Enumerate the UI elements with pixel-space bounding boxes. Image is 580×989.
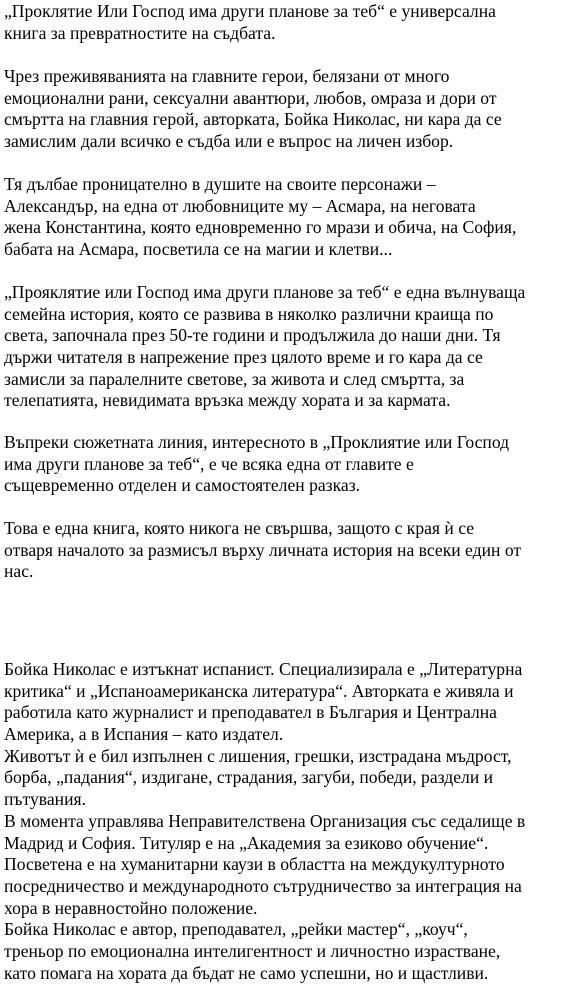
text-line: Александър, на една от любовниците му – Асмара, на неговата — [4, 195, 476, 216]
text-line: борба, „падания“, издигане, страдания, загуби, победи, раздели и — [4, 767, 494, 788]
text-line: посредничество и международното сътрудничество за интеграция на — [4, 875, 522, 896]
paragraph-intro — [4, 1, 496, 44]
text-line: телепатията, невидимата връзка между хората и за кармата. — [4, 390, 451, 411]
text-line: „Проклятие Или Господ има други планове за теб“ е универсална — [4, 1, 496, 21]
text-line: Чрез преживяванията на главните герои, белязани от много — [4, 66, 450, 86]
text-line: Бойка Николас е автор, преподавател, „рейки мастер“, „коуч“, — [4, 919, 468, 940]
text-line: смъртта на главния герой, авторката, Бойка Николас, ни кара да се — [4, 109, 502, 130]
text-line: работила като журналист и преподавател в България и Централна — [4, 702, 497, 723]
text-line: книга за превратностите на съдбата. — [4, 22, 276, 43]
text-line: Бойка Николас е изтъкнат испанист. Специализирала е „Литературна — [4, 659, 523, 679]
text-line: Тя дълбае проницателно в душите на своите персонажи – — [4, 174, 436, 194]
text-line: Това е една книга, която никога не свършва, защото с края ѝ се — [4, 518, 475, 538]
text-line: Въпреки сюжетната линия, интересното в „Проклиятие или Господ — [4, 432, 510, 452]
text-line: критика“ и „Испаноамериканска литература“. Авторката е живяла и — [4, 680, 514, 701]
text-line: хора в неравностойно положение. — [4, 897, 258, 918]
text-line: Животът ѝ е бил изпълнен с лишения, грешки, изстрадана мъдрост, — [4, 745, 512, 766]
text-line: има други планове за теб“, е че всяка една от главите е — [4, 453, 414, 474]
paragraph-family-story — [4, 282, 525, 412]
paragraph-never-ending-book — [4, 518, 521, 583]
text-line: държи читателя в напрежение през цялото време и го кара да се — [4, 347, 483, 368]
text-line: Мадрид и София. Титуляр е на „Академия за езиково обучение“. — [4, 832, 489, 853]
text-line: света, започнала през 50-те години и продължила до наши дни. Тя — [4, 325, 501, 346]
text-line: същевременно отделен и самостоятелен разказ. — [4, 475, 361, 496]
text-line: Америка, а в Испания – като издател. — [4, 724, 284, 745]
text-line: Посветена е на хуманитарни каузи в областта на междукултурното — [4, 854, 505, 875]
text-line: като помага на хората да бъдат не само успешни, но и щастливи. — [4, 962, 489, 983]
author-bio — [4, 659, 525, 984]
text-line: „Прояклятие или Господ има други планове за теб“ е една вълнуваща — [4, 282, 526, 302]
paragraph-chapters — [4, 432, 509, 497]
paragraph-characters — [4, 174, 516, 261]
text-line: бабата на Асмара, посветила се на магии и клетви... — [4, 239, 393, 260]
text-line: треньор по емоционална интелигентност и личностно израстване, — [4, 940, 501, 961]
text-line: нас. — [4, 561, 34, 582]
text-line: замисли за паралелните светове, за живота и след смъртта, за — [4, 368, 465, 389]
text-line: пътувания. — [4, 789, 86, 810]
paragraph-characters-experience — [4, 66, 502, 153]
text-line: емоционални рани, сексуални авантюри, любов, омраза и дори от — [4, 87, 497, 108]
text-line: замислим дали всичко е съдба или е въпрос на личен избор. — [4, 131, 454, 152]
text-line: отваря началото за размисъл върху личната история на всеки един от — [4, 539, 522, 560]
text-line: жена Константина, която едновременно го мрази и обича, на София, — [4, 217, 517, 238]
text-line: семейна история, която се развива в няколко различни краища по — [4, 303, 494, 324]
text-line: В момента управлява Неправителствена Организация със седалище в — [4, 810, 526, 831]
